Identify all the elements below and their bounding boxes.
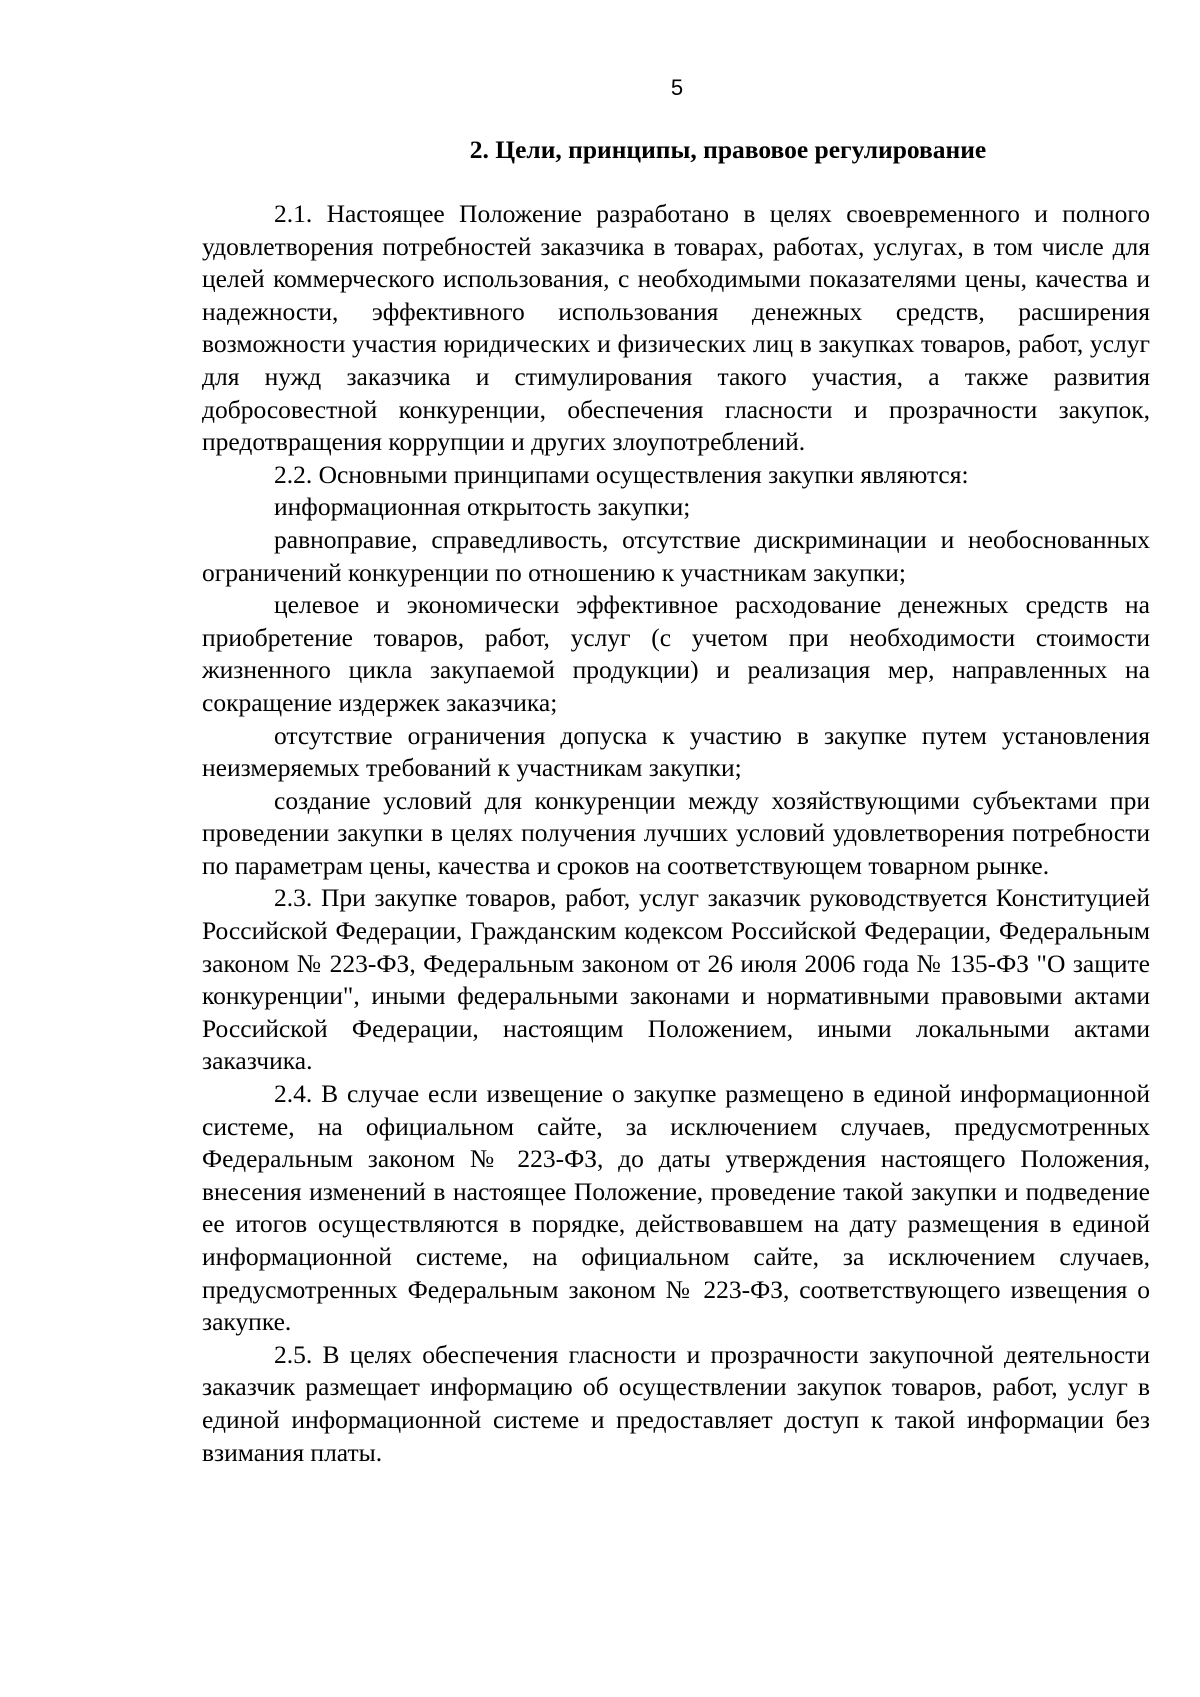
section-title: 2. Цели, принципы, правовое регулирование	[469, 135, 987, 164]
paragraph-2-3: 2.3. При закупке товаров, работ, услуг заказчик руководствуется Конституцией Российской Федерации, Гражданским кодексом Российской Федерации, Федеральным законом № 223-ФЗ, Федеральным законом от 26 июля 2006 года № 135-ФЗ "О защите конкуренции", иными федеральными законами и нормативными правовыми актами Российской Федерации, настоящим Положением, иными локальными актами заказчика.	[202, 883, 1150, 1076]
paragraph-2-5: 2.5. В целях обеспечения гласности и прозрачности закупочной деятельности заказчик размещает информацию об осуществлении закупок товаров, работ, услуг в единой информационной системе и предоставляет доступ к такой информации без взимания платы.	[202, 1339, 1150, 1467]
principle-item: создание условий для конкуренции между хозяйствующими субъектами при проведении закупки в целях получения лучших условий удовлетворения потребности по параметрам цены, качества и сроков на соответствующем товарном рынке.	[202, 785, 1150, 880]
principle-item: целевое и экономически эффективное расходование денежных средств на приобретение товаров, работ, услуг (с учетом при необходимости стоимости жизненного цикла закупаемой продукции) и реализация мер, направленных на сокращение издержек заказчика;	[202, 590, 1150, 717]
principle-item: отсутствие ограничения допуска к участию в закупке путем установления неизмеряемых требований к участникам закупки;	[202, 720, 1150, 783]
document-body	[202, 134, 1150, 1469]
paragraph-2-1: 2.1. Настоящее Положение разработано в целях своевременного и полного удовлетворения потребностей заказчика в товарах, работах, услугах, в том числе для целей коммерческого использования, с необходимыми показателями цены, качества и надежности, эффективного использования денежных средств, расширения возможности участия юридических и физических лиц в закупках товаров, работ, услуг для нужд заказчика и стимулирования такого участия, а также развития добросовестной конкуренции, обеспечения гласности и прозрачности закупок, предотвращения коррупции и других злоупотреблений.	[202, 199, 1150, 457]
paragraph-2-4: 2.4. В случае если извещение о закупке размещено в единой информационной системе, на официальном сайте, за исключением случаев, предусмотренных Федеральным законом № 223-ФЗ, до даты утверждения настоящего Положения, внесения изменений в настоящее Положение, проведение такой закупки и подведение ее итогов осуществляются в порядке, действовавшем на дату размещения в единой информационной системе, на официальном сайте, за исключением случаев, предусмотренных Федеральным законом № 223-ФЗ, соответствующего извещения о закупке.	[202, 1079, 1150, 1337]
paragraph-2-2: 2.2. Основными принципами осуществления закупки являются:	[274, 459, 969, 489]
principle-item: информационная открытость закупки;	[274, 492, 691, 522]
principle-item: равноправие, справедливость, отсутствие дискриминации и необоснованных ограничений конкуренции по отношению к участникам закупки;	[202, 524, 1150, 587]
page-number: 5	[670, 75, 684, 100]
